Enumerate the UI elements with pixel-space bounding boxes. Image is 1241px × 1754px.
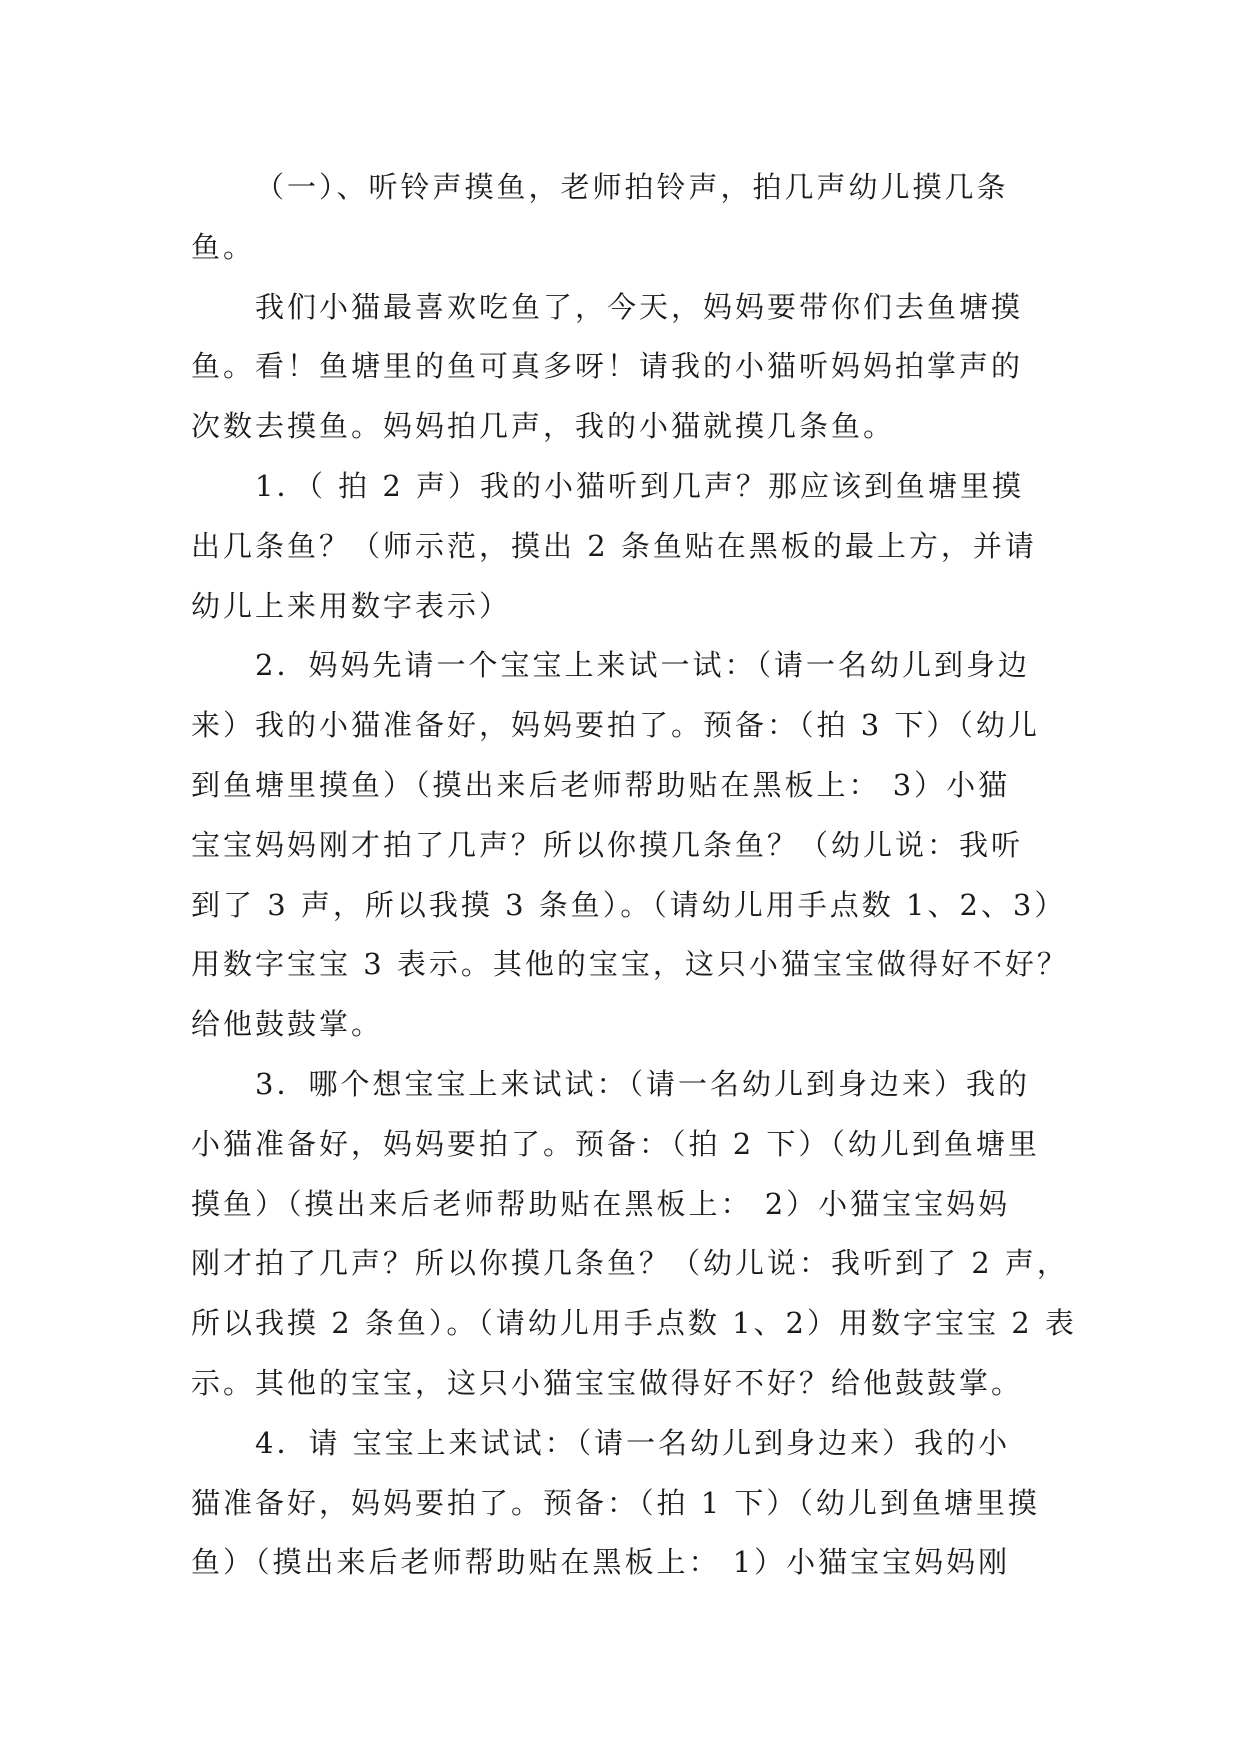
paragraph-heading-listen-bell <box>191 158 1091 278</box>
text-line: 3．哪个想宝宝上来试试：（请一名幼儿到身边来）我的 <box>255 1066 1030 1101</box>
text-line: 小猫准备好，妈妈要拍了。预备：（拍 2 下）（幼儿到鱼塘里 <box>191 1126 1040 1161</box>
text-line: 示。其他的宝宝，这只小猫宝宝做得好不好？给他鼓鼓掌。 <box>191 1365 1024 1400</box>
paragraph-step-2 <box>191 636 1091 1055</box>
paragraph-step-3 <box>191 1055 1091 1414</box>
text-line: 鱼。 <box>191 229 256 264</box>
text-line: 4．请 宝宝上来试试：（请一名幼儿到身边来）我的小 <box>255 1425 1011 1460</box>
paragraph-step-1 <box>191 457 1091 636</box>
text-line: 次数去摸鱼。妈妈拍几声，我的小猫就摸几条鱼。 <box>191 409 896 444</box>
text-line: 鱼。看！鱼塘里的鱼可真多呀！请我的小猫听妈妈拍掌声的 <box>191 349 1024 384</box>
text-line: 2．妈妈先请一个宝宝上来试一试：（请一名幼儿到身边 <box>255 648 1030 683</box>
text-line: 猫准备好，妈妈要拍了。预备：（拍 1 下）（幼儿到鱼塘里摸 <box>191 1485 1040 1520</box>
text-line: 来）我的小猫准备好，妈妈要拍了。预备：（拍 3 下）（幼儿 <box>191 708 1040 743</box>
text-line: 到了 3 声，所以我摸 3 条鱼）。（请幼儿用手点数 1、2、3） <box>191 887 1067 922</box>
text-line: 给他鼓鼓掌。 <box>191 1007 384 1042</box>
text-line: 我们小猫最喜欢吃鱼了，今天，妈妈要带你们去鱼塘摸 <box>255 289 1024 324</box>
text-line: 1．（ 拍 2 声）我的小猫听到几声？那应该到鱼塘里摸 <box>255 468 1025 503</box>
text-line: 摸鱼）（摸出来后老师帮助贴在黑板上： 2）小猫宝宝妈妈 <box>191 1186 1011 1221</box>
text-line: 用数字宝宝 3 表示。其他的宝宝，这只小猫宝宝做得好不好？ <box>191 947 1069 982</box>
text-line: （一）、听铃声摸鱼，老师拍铃声，拍几声幼儿摸几条 <box>255 170 1009 204</box>
text-line: 到鱼塘里摸鱼）（摸出来后老师帮助贴在黑板上： 3）小猫 <box>191 767 1011 802</box>
text-line: 所以我摸 2 条鱼）。（请幼儿用手点数 1、2）用数字宝宝 2 表 <box>191 1306 1077 1341</box>
document-body <box>191 158 1091 1593</box>
paragraph-intro <box>191 278 1091 457</box>
paragraph-step-4 <box>191 1414 1091 1593</box>
text-line: 出几条鱼？（师示范，摸出 2 条鱼贴在黑板的最上方，并请 <box>191 528 1037 563</box>
text-line: 宝宝妈妈刚才拍了几声？所以你摸几条鱼？（幼儿说：我听 <box>191 827 1024 862</box>
text-line: 鱼）（摸出来后老师帮助贴在黑板上： 1）小猫宝宝妈妈刚 <box>191 1545 1011 1580</box>
text-line: 刚才拍了几声？所以你摸几条鱼？（幼儿说：我听到了 2 声， <box>191 1246 1069 1281</box>
text-line: 幼儿上来用数字表示） <box>191 588 512 623</box>
